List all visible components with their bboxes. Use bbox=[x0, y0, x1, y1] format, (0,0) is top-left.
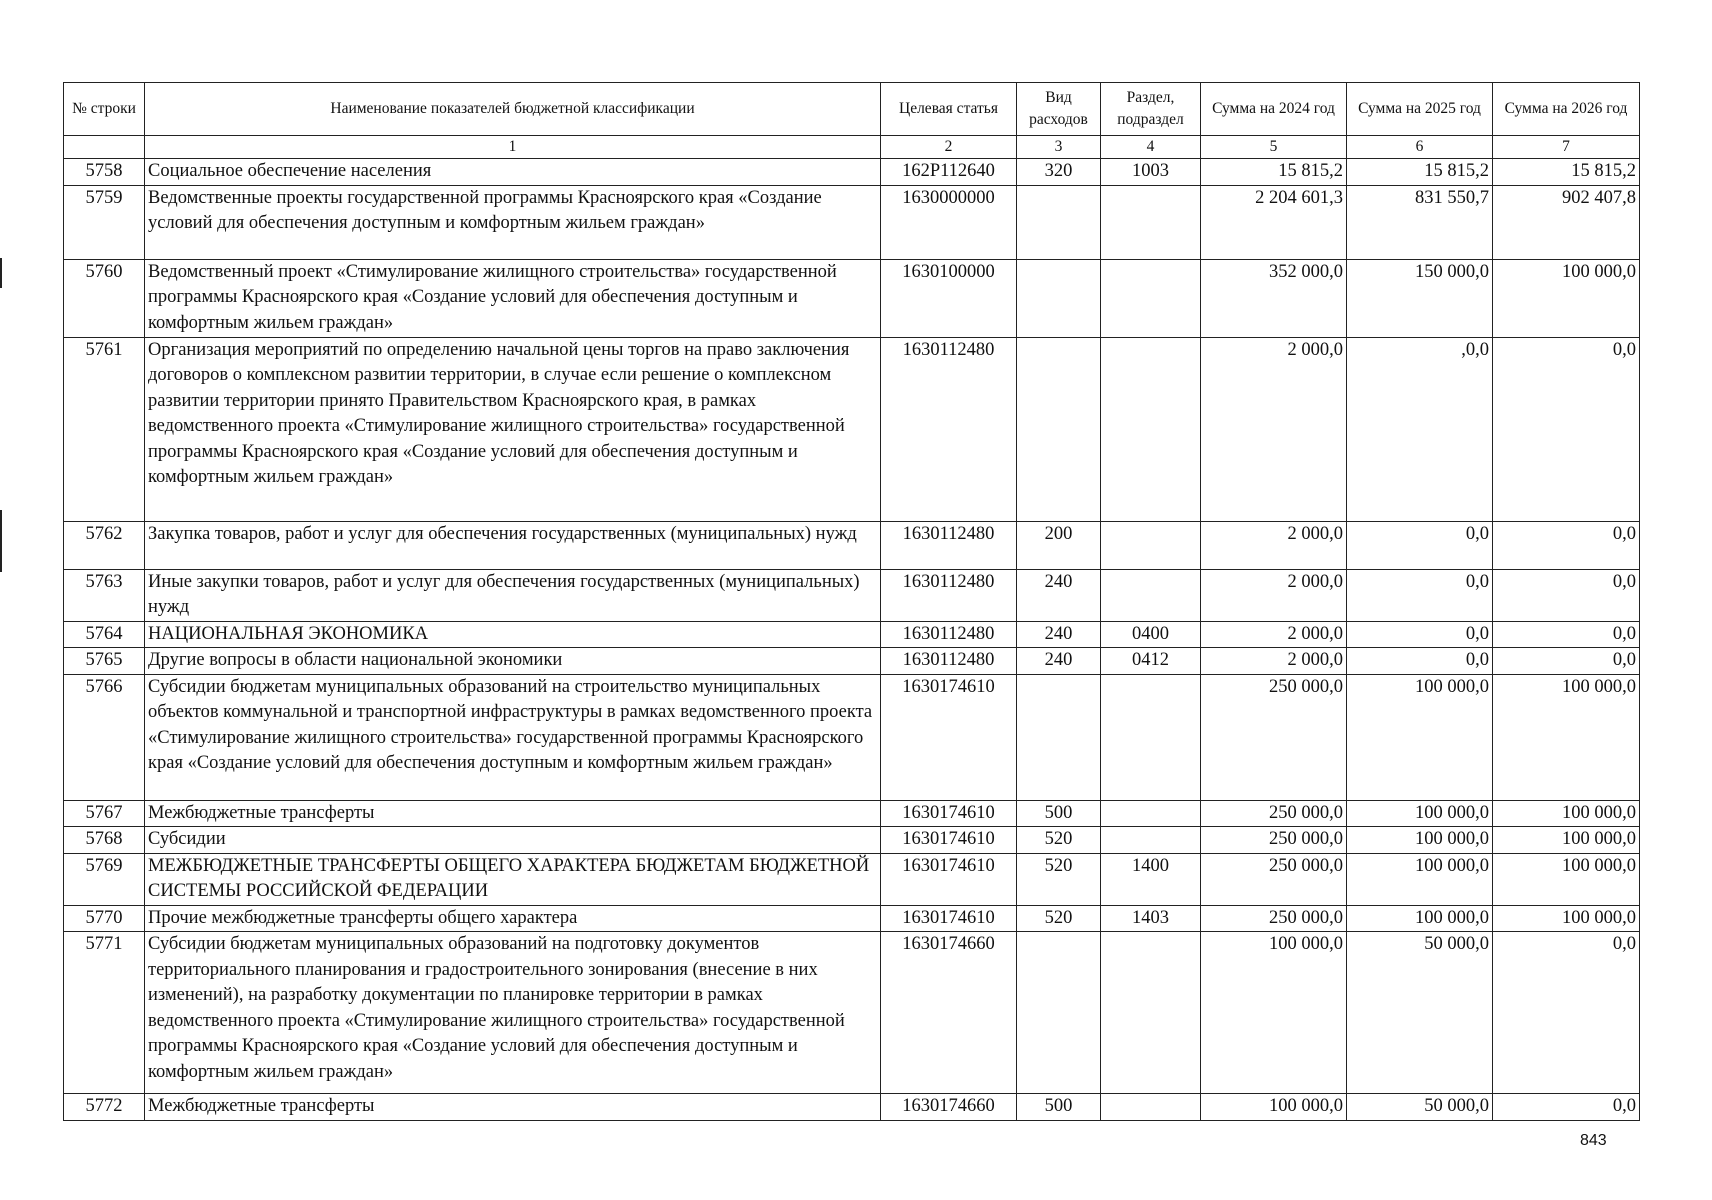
sum-2026: 0,0 bbox=[1493, 932, 1640, 1094]
column-number: 6 bbox=[1347, 136, 1493, 159]
row-number: 5766 bbox=[64, 674, 145, 800]
row-number: 5770 bbox=[64, 905, 145, 932]
target-article: 1630174610 bbox=[881, 853, 1017, 905]
section-code bbox=[1101, 800, 1201, 827]
row-name: Субсидии бюджетам муниципальных образований на подготовку документов территориального планирования и градостроительного зонирования (внесение в них изменений), на разработку документации по планировке территории в рамках ведомственного проекта «Стимулирование жилищного строительства» государственной программы Красноярского края «Создание условий для обеспечения доступным и комфортным жильем граждан» bbox=[145, 932, 881, 1094]
row-name: Межбюджетные трансферты bbox=[145, 800, 881, 827]
header-section: Раздел, подраздел bbox=[1101, 83, 1201, 136]
sum-2024: 250 000,0 bbox=[1201, 853, 1347, 905]
header-row-number: № строки bbox=[64, 83, 145, 136]
row-number: 5762 bbox=[64, 521, 145, 569]
target-article: 1630174660 bbox=[881, 1094, 1017, 1121]
sum-2026: 0,0 bbox=[1493, 569, 1640, 621]
sum-2026: 0,0 bbox=[1493, 337, 1640, 521]
section-code: 0400 bbox=[1101, 621, 1201, 648]
table-row bbox=[64, 259, 1640, 337]
section-code bbox=[1101, 1094, 1201, 1121]
expense-type: 520 bbox=[1017, 827, 1101, 854]
target-article: 1630000000 bbox=[881, 185, 1017, 259]
sum-2025: 100 000,0 bbox=[1347, 827, 1493, 854]
margin-mark bbox=[0, 258, 2, 288]
expense-type: 520 bbox=[1017, 853, 1101, 905]
table-body bbox=[64, 159, 1640, 1121]
sum-2024: 100 000,0 bbox=[1201, 1094, 1347, 1121]
section-code: 1003 bbox=[1101, 159, 1201, 186]
expense-type: 200 bbox=[1017, 521, 1101, 569]
expense-type bbox=[1017, 932, 1101, 1094]
row-number: 5758 bbox=[64, 159, 145, 186]
sum-2026: 0,0 bbox=[1493, 621, 1640, 648]
row-number: 5767 bbox=[64, 800, 145, 827]
expense-type: 320 bbox=[1017, 159, 1101, 186]
page-number: 843 bbox=[1580, 1132, 1607, 1149]
section-code bbox=[1101, 932, 1201, 1094]
target-article: 1630112480 bbox=[881, 337, 1017, 521]
sum-2026: 100 000,0 bbox=[1493, 259, 1640, 337]
sum-2025: 0,0 bbox=[1347, 521, 1493, 569]
sum-2025: 50 000,0 bbox=[1347, 932, 1493, 1094]
row-name: Организация мероприятий по определению начальной цены торгов на право заключения договоров о комплексном развитии территории, в случае если решение о комплексном развитии территории принято Правительством Красноярского края, в рамках ведомственного проекта «Стимулирование жилищного строительства» государственной программы Красноярского края «Создание условий для обеспечения доступным и комфортным жильем граждан» bbox=[145, 337, 881, 521]
section-code bbox=[1101, 827, 1201, 854]
sum-2025: 15 815,2 bbox=[1347, 159, 1493, 186]
expense-type: 500 bbox=[1017, 1094, 1101, 1121]
section-code: 0412 bbox=[1101, 648, 1201, 675]
sum-2026: 902 407,8 bbox=[1493, 185, 1640, 259]
table-row bbox=[64, 621, 1640, 648]
section-code: 1403 bbox=[1101, 905, 1201, 932]
row-name: Субсидии бюджетам муниципальных образований на строительство муниципальных объектов коммунальной и транспортной инфраструктуры в рамках ведомственного проекта «Стимулирование жилищного строительства» государственной программы Красноярского края «Создание условий для обеспечения доступным и комфортным жильем граждан» bbox=[145, 674, 881, 800]
row-name: МЕЖБЮДЖЕТНЫЕ ТРАНСФЕРТЫ ОБЩЕГО ХАРАКТЕРА БЮДЖЕТАМ БЮДЖЕТНОЙ СИСТЕМЫ РОССИЙСКОЙ ФЕДЕРАЦИИ bbox=[145, 853, 881, 905]
table-row bbox=[64, 648, 1640, 675]
sum-2024: 352 000,0 bbox=[1201, 259, 1347, 337]
expense-type bbox=[1017, 185, 1101, 259]
sum-2026: 0,0 bbox=[1493, 521, 1640, 569]
section-code bbox=[1101, 259, 1201, 337]
table-row bbox=[64, 800, 1640, 827]
table-row bbox=[64, 932, 1640, 1094]
row-number: 5765 bbox=[64, 648, 145, 675]
section-code bbox=[1101, 337, 1201, 521]
header-sum-2024: Сумма на 2024 год bbox=[1201, 83, 1347, 136]
table-row bbox=[64, 569, 1640, 621]
sum-2026: 100 000,0 bbox=[1493, 800, 1640, 827]
row-number: 5761 bbox=[64, 337, 145, 521]
section-code bbox=[1101, 569, 1201, 621]
sum-2026: 0,0 bbox=[1493, 1094, 1640, 1121]
target-article: 1630174610 bbox=[881, 905, 1017, 932]
row-name: Закупка товаров, работ и услуг для обеспечения государственных (муниципальных) нужд bbox=[145, 521, 881, 569]
table-row bbox=[64, 905, 1640, 932]
sum-2025: 0,0 bbox=[1347, 569, 1493, 621]
sum-2025: 50 000,0 bbox=[1347, 1094, 1493, 1121]
header-expense-type: Вид расходов bbox=[1017, 83, 1101, 136]
sum-2025: 150 000,0 bbox=[1347, 259, 1493, 337]
sum-2025: 100 000,0 bbox=[1347, 853, 1493, 905]
sum-2025: 831 550,7 bbox=[1347, 185, 1493, 259]
row-number: 5768 bbox=[64, 827, 145, 854]
sum-2025: 100 000,0 bbox=[1347, 674, 1493, 800]
expense-type: 520 bbox=[1017, 905, 1101, 932]
sum-2025: 0,0 bbox=[1347, 621, 1493, 648]
expense-type: 240 bbox=[1017, 569, 1101, 621]
table-row bbox=[64, 827, 1640, 854]
expense-type: 240 bbox=[1017, 621, 1101, 648]
column-number-blank bbox=[64, 136, 145, 159]
target-article: 1630112480 bbox=[881, 648, 1017, 675]
sum-2024: 250 000,0 bbox=[1201, 827, 1347, 854]
row-name: Прочие межбюджетные трансферты общего характера bbox=[145, 905, 881, 932]
column-number: 2 bbox=[881, 136, 1017, 159]
sum-2024: 2 000,0 bbox=[1201, 337, 1347, 521]
row-number: 5764 bbox=[64, 621, 145, 648]
target-article: 1630100000 bbox=[881, 259, 1017, 337]
row-number: 5772 bbox=[64, 1094, 145, 1121]
row-name: Социальное обеспечение населения bbox=[145, 159, 881, 186]
sum-2026: 100 000,0 bbox=[1493, 674, 1640, 800]
target-article: 1630112480 bbox=[881, 569, 1017, 621]
expense-type bbox=[1017, 337, 1101, 521]
row-name: Ведомственный проект «Стимулирование жилищного строительства» государственной программы Красноярского края «Создание условий для обеспечения доступным и комфортным жильем граждан» bbox=[145, 259, 881, 337]
target-article: 1630112480 bbox=[881, 521, 1017, 569]
column-number: 4 bbox=[1101, 136, 1201, 159]
section-code bbox=[1101, 674, 1201, 800]
target-article: 1630174610 bbox=[881, 800, 1017, 827]
header-sum-2025: Сумма на 2025 год bbox=[1347, 83, 1493, 136]
sum-2025: 100 000,0 bbox=[1347, 905, 1493, 932]
column-number: 1 bbox=[145, 136, 881, 159]
row-name: НАЦИОНАЛЬНАЯ ЭКОНОМИКА bbox=[145, 621, 881, 648]
sum-2024: 2 000,0 bbox=[1201, 648, 1347, 675]
section-code bbox=[1101, 521, 1201, 569]
table-row bbox=[64, 337, 1640, 521]
target-article: 1630174610 bbox=[881, 674, 1017, 800]
table-header bbox=[64, 83, 1640, 159]
sum-2024: 250 000,0 bbox=[1201, 674, 1347, 800]
column-number: 7 bbox=[1493, 136, 1640, 159]
row-name: Межбюджетные трансферты bbox=[145, 1094, 881, 1121]
sum-2024: 15 815,2 bbox=[1201, 159, 1347, 186]
expense-type bbox=[1017, 674, 1101, 800]
row-number: 5759 bbox=[64, 185, 145, 259]
sum-2025: 100 000,0 bbox=[1347, 800, 1493, 827]
row-name: Субсидии bbox=[145, 827, 881, 854]
table-row bbox=[64, 674, 1640, 800]
target-article: 1630174660 bbox=[881, 932, 1017, 1094]
table-row bbox=[64, 521, 1640, 569]
table-row bbox=[64, 1094, 1640, 1121]
expense-type: 500 bbox=[1017, 800, 1101, 827]
expense-type bbox=[1017, 259, 1101, 337]
sum-2025: 0,0 bbox=[1347, 648, 1493, 675]
sum-2024: 2 000,0 bbox=[1201, 521, 1347, 569]
row-number: 5771 bbox=[64, 932, 145, 1094]
sum-2024: 2 000,0 bbox=[1201, 621, 1347, 648]
target-article: 162Р112640 bbox=[881, 159, 1017, 186]
sum-2026: 0,0 bbox=[1493, 648, 1640, 675]
section-code: 1400 bbox=[1101, 853, 1201, 905]
section-code bbox=[1101, 185, 1201, 259]
table-row bbox=[64, 159, 1640, 186]
header-target-article: Целевая статья bbox=[881, 83, 1017, 136]
table-row bbox=[64, 853, 1640, 905]
sum-2024: 2 204 601,3 bbox=[1201, 185, 1347, 259]
sum-2024: 100 000,0 bbox=[1201, 932, 1347, 1094]
sum-2025: ,0,0 bbox=[1347, 337, 1493, 521]
sum-2024: 2 000,0 bbox=[1201, 569, 1347, 621]
expense-type: 240 bbox=[1017, 648, 1101, 675]
row-name: Иные закупки товаров, работ и услуг для обеспечения государственных (муниципальных) нужд bbox=[145, 569, 881, 621]
target-article: 1630174610 bbox=[881, 827, 1017, 854]
margin-mark bbox=[0, 510, 2, 572]
sum-2026: 100 000,0 bbox=[1493, 827, 1640, 854]
row-name: Другие вопросы в области национальной экономики bbox=[145, 648, 881, 675]
header-sum-2026: Сумма на 2026 год bbox=[1493, 83, 1640, 136]
sum-2026: 100 000,0 bbox=[1493, 853, 1640, 905]
column-number: 3 bbox=[1017, 136, 1101, 159]
row-number: 5760 bbox=[64, 259, 145, 337]
sum-2026: 100 000,0 bbox=[1493, 905, 1640, 932]
row-number: 5769 bbox=[64, 853, 145, 905]
row-number: 5763 bbox=[64, 569, 145, 621]
table-row bbox=[64, 185, 1640, 259]
sum-2024: 250 000,0 bbox=[1201, 905, 1347, 932]
sum-2026: 15 815,2 bbox=[1493, 159, 1640, 186]
target-article: 1630112480 bbox=[881, 621, 1017, 648]
budget-table bbox=[63, 82, 1640, 1121]
header-name: Наименование показателей бюджетной классификации bbox=[145, 83, 881, 136]
column-number: 5 bbox=[1201, 136, 1347, 159]
row-name: Ведомственные проекты государственной программы Красноярского края «Создание условий для обеспечения доступным и комфортным жильем граждан» bbox=[145, 185, 881, 259]
sum-2024: 250 000,0 bbox=[1201, 800, 1347, 827]
